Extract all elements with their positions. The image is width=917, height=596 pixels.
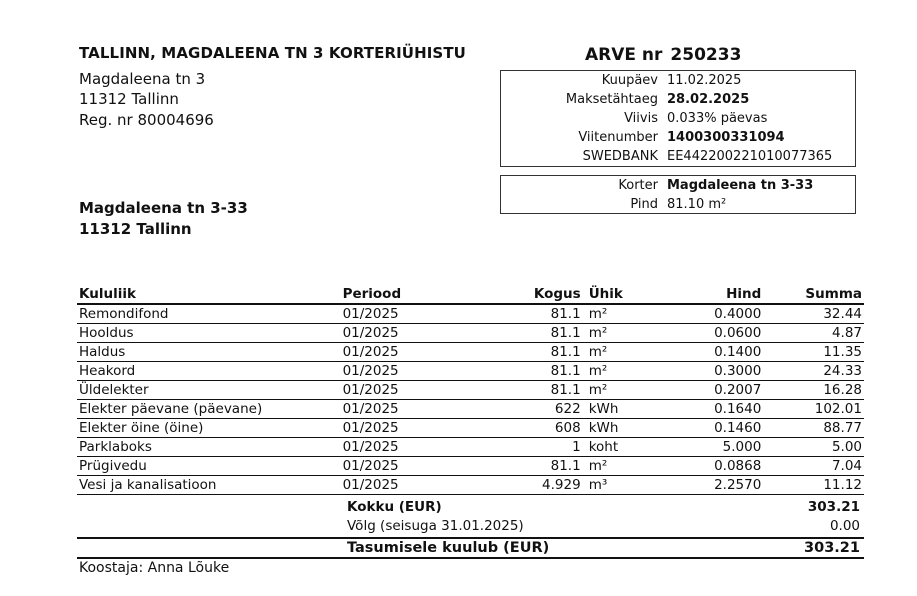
apartment-row-area bbox=[501, 195, 855, 214]
cell-quantity: 608 bbox=[474, 419, 583, 438]
issuer-reg: Reg. nr 80004696 bbox=[79, 111, 214, 129]
cell-period: 01/2025 bbox=[341, 476, 474, 495]
detail-value: 0.033% päevas bbox=[667, 111, 768, 126]
apartment-value: 81.10 m² bbox=[667, 197, 727, 212]
detail-label: SWEDBANK bbox=[582, 149, 658, 164]
table-row bbox=[77, 457, 864, 476]
cell-sum: 11.12 bbox=[763, 476, 864, 495]
cell-quantity: 81.1 bbox=[474, 362, 583, 381]
cell-sum: 88.77 bbox=[763, 419, 864, 438]
invoice-label: ARVE nr bbox=[585, 45, 663, 65]
table-row bbox=[77, 476, 864, 495]
apartment-label: Pind bbox=[630, 197, 658, 212]
cell-unit: m² bbox=[583, 324, 655, 343]
charges-table bbox=[77, 285, 864, 495]
cell-quantity: 81.1 bbox=[474, 324, 583, 343]
cell-sum: 102.01 bbox=[763, 400, 864, 419]
detail-row-reference bbox=[501, 128, 855, 147]
detail-row-bank bbox=[501, 147, 855, 166]
table-row bbox=[77, 400, 864, 419]
issuer-street: Magdaleena tn 3 bbox=[79, 70, 206, 88]
cell-sum: 32.44 bbox=[763, 304, 864, 324]
cell-unit: koht bbox=[583, 438, 655, 457]
cell-quantity: 81.1 bbox=[474, 381, 583, 400]
debt-value: 0.00 bbox=[829, 518, 860, 534]
table-row bbox=[77, 419, 864, 438]
issuer-city: 11312 Tallinn bbox=[79, 90, 179, 108]
cell-unit: m² bbox=[583, 304, 655, 324]
cell-quantity: 81.1 bbox=[474, 343, 583, 362]
cell-unit: m² bbox=[583, 381, 655, 400]
cell-price: 0.1640 bbox=[654, 400, 763, 419]
table-row bbox=[77, 324, 864, 343]
recipient-city: 11312 Tallinn bbox=[79, 220, 192, 238]
column-header: Ühik bbox=[583, 285, 655, 304]
column-header: Periood bbox=[341, 285, 474, 304]
cell-quantity: 622 bbox=[474, 400, 583, 419]
apartment-row-unit bbox=[501, 176, 855, 195]
detail-value: EE442200221010077365 bbox=[667, 149, 833, 164]
cell-sum: 11.35 bbox=[763, 343, 864, 362]
cell-unit: m² bbox=[583, 457, 655, 476]
invoice-number: 250233 bbox=[670, 45, 742, 65]
cell-sum: 4.87 bbox=[763, 324, 864, 343]
detail-label: Viivis bbox=[624, 111, 658, 126]
payable-underline bbox=[77, 557, 864, 559]
cell-period: 01/2025 bbox=[341, 419, 474, 438]
cell-price: 0.0868 bbox=[654, 457, 763, 476]
cell-price: 5.000 bbox=[654, 438, 763, 457]
cell-price: 0.1460 bbox=[654, 419, 763, 438]
cell-period: 01/2025 bbox=[341, 324, 474, 343]
cell-period: 01/2025 bbox=[341, 362, 474, 381]
cell-item: Parklaboks bbox=[77, 438, 341, 457]
cell-unit: m³ bbox=[583, 476, 655, 495]
cell-quantity: 81.1 bbox=[474, 304, 583, 324]
prepared-by: Koostaja: Anna Lõuke bbox=[79, 560, 230, 576]
cell-period: 01/2025 bbox=[341, 343, 474, 362]
detail-value: 1400300331094 bbox=[667, 130, 785, 145]
detail-row-date bbox=[501, 71, 855, 90]
cell-unit: kWh bbox=[583, 400, 655, 419]
totals-divider bbox=[77, 537, 864, 539]
cell-sum: 7.04 bbox=[763, 457, 864, 476]
apartment-label: Korter bbox=[618, 178, 658, 193]
cell-unit: m² bbox=[583, 343, 655, 362]
debt-label: Võlg (seisuga 31.01.2025) bbox=[347, 518, 524, 534]
table-row bbox=[77, 438, 864, 457]
column-header: Kogus bbox=[474, 285, 583, 304]
subtotal-value: 303.21 bbox=[807, 499, 860, 515]
table-row bbox=[77, 381, 864, 400]
cell-period: 01/2025 bbox=[341, 400, 474, 419]
table-row bbox=[77, 362, 864, 381]
cell-price: 0.0600 bbox=[654, 324, 763, 343]
cell-price: 0.3000 bbox=[654, 362, 763, 381]
payable-label: Tasumisele kuulub (EUR) bbox=[347, 540, 550, 556]
cell-price: 2.2570 bbox=[654, 476, 763, 495]
detail-value: 28.02.2025 bbox=[667, 92, 750, 107]
invoice-heading bbox=[585, 45, 741, 65]
cell-sum: 5.00 bbox=[763, 438, 864, 457]
issuer-name: TALLINN, MAGDALEENA TN 3 KORTERIÜHISTU bbox=[79, 44, 466, 62]
cell-item: Haldus bbox=[77, 343, 341, 362]
cell-sum: 16.28 bbox=[763, 381, 864, 400]
cell-quantity: 81.1 bbox=[474, 457, 583, 476]
column-header: Summa bbox=[763, 285, 864, 304]
cell-period: 01/2025 bbox=[341, 438, 474, 457]
column-header: Hind bbox=[654, 285, 763, 304]
recipient-street: Magdaleena tn 3-33 bbox=[79, 199, 248, 217]
cell-quantity: 1 bbox=[474, 438, 583, 457]
payable-value: 303.21 bbox=[804, 540, 860, 556]
cell-item: Hooldus bbox=[77, 324, 341, 343]
cell-period: 01/2025 bbox=[341, 304, 474, 324]
cell-price: 0.1400 bbox=[654, 343, 763, 362]
detail-label: Maksetähtaeg bbox=[565, 92, 658, 107]
detail-label: Kuupäev bbox=[601, 73, 658, 88]
detail-label: Viitenumber bbox=[578, 130, 658, 145]
cell-price: 0.4000 bbox=[654, 304, 763, 324]
column-header: Kululiik bbox=[77, 285, 341, 304]
invoice-details-box bbox=[500, 70, 856, 167]
table-header-row bbox=[77, 285, 864, 304]
cell-unit: kWh bbox=[583, 419, 655, 438]
apartment-box bbox=[500, 175, 856, 214]
cell-unit: m² bbox=[583, 362, 655, 381]
cell-item: Heakord bbox=[77, 362, 341, 381]
cell-item: Vesi ja kanalisatioon bbox=[77, 476, 341, 495]
table-row bbox=[77, 343, 864, 362]
cell-item: Elekter öine (öine) bbox=[77, 419, 341, 438]
table-row bbox=[77, 304, 864, 324]
cell-item: Prügivedu bbox=[77, 457, 341, 476]
cell-item: Remondifond bbox=[77, 304, 341, 324]
detail-row-due-date bbox=[501, 90, 855, 109]
cell-period: 01/2025 bbox=[341, 457, 474, 476]
cell-period: 01/2025 bbox=[341, 381, 474, 400]
detail-row-penalty bbox=[501, 109, 855, 128]
cell-sum: 24.33 bbox=[763, 362, 864, 381]
cell-price: 0.2007 bbox=[654, 381, 763, 400]
apartment-value: Magdaleena tn 3-33 bbox=[667, 178, 814, 193]
cell-quantity: 4.929 bbox=[474, 476, 583, 495]
detail-value: 11.02.2025 bbox=[667, 73, 742, 88]
cell-item: Üldelekter bbox=[77, 381, 341, 400]
cell-item: Elekter päevane (päevane) bbox=[77, 400, 341, 419]
subtotal-label: Kokku (EUR) bbox=[347, 499, 442, 515]
